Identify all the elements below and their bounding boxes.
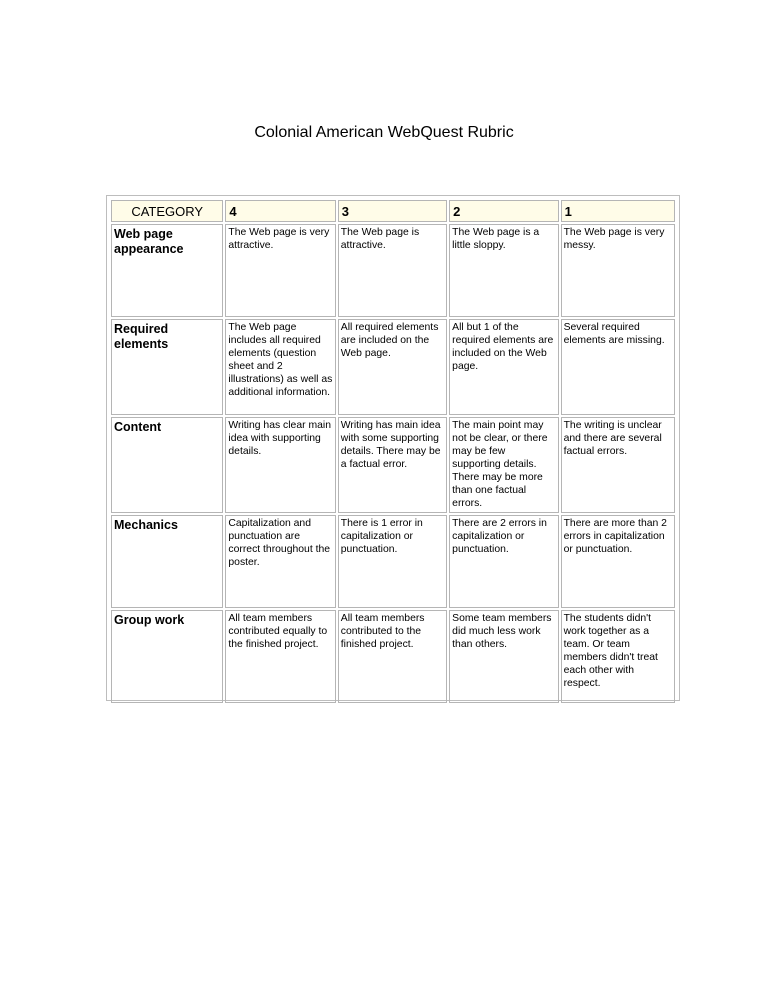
- rubric-header-row: [111, 200, 675, 222]
- rubric-row-web-page-appearance: [111, 224, 675, 317]
- criteria-cell-2: All but 1 of the required elements are included on the Web page.: [449, 319, 558, 415]
- criteria-cell-4: Writing has clear main idea with supporting details.: [225, 417, 335, 513]
- criteria-cell-2: The main point may not be clear, or there may be few supporting details. There may be more than one factual errors.: [449, 417, 558, 513]
- category-cell: Content: [111, 417, 223, 513]
- criteria-cell-2: Some team members did much less work than others.: [449, 610, 558, 703]
- criteria-cell-2: There are 2 errors in capitalization or punctuation.: [449, 515, 558, 608]
- category-cell: Required elements: [111, 319, 223, 415]
- category-cell: Group work: [111, 610, 223, 703]
- criteria-cell-1: The writing is unclear and there are several factual errors.: [561, 417, 675, 513]
- document-title: Colonial American WebQuest Rubric: [254, 124, 514, 141]
- header-score-3: 3: [338, 200, 447, 222]
- rubric-row-group-work: [111, 610, 675, 703]
- criteria-cell-4: All team members contributed equally to the finished project.: [225, 610, 335, 703]
- rubric-table-frame: [106, 195, 680, 701]
- header-score-2: 2: [449, 200, 558, 222]
- criteria-cell-4: The Web page includes all required elements (question sheet and 2 illustrations) as well as additional information.: [225, 319, 335, 415]
- criteria-cell-3: All team members contributed to the finished project.: [338, 610, 447, 703]
- criteria-cell-1: Several required elements are missing.: [561, 319, 675, 415]
- criteria-cell-1: There are more than 2 errors in capitalization or punctuation.: [561, 515, 675, 608]
- header-category: CATEGORY: [111, 200, 223, 222]
- category-cell: Mechanics: [111, 515, 223, 608]
- header-score-1: 1: [561, 200, 675, 222]
- criteria-cell-3: All required elements are included on the Web page.: [338, 319, 447, 415]
- criteria-cell-2: The Web page is a little sloppy.: [449, 224, 558, 317]
- rubric-row-required-elements: [111, 319, 675, 415]
- rubric-row-mechanics: [111, 515, 675, 608]
- header-score-4: 4: [225, 200, 335, 222]
- criteria-cell-3: Writing has main idea with some supporting details. There may be a factual error.: [338, 417, 447, 513]
- criteria-cell-1: The students didn't work together as a team. Or team members didn't treat each other with respect.: [561, 610, 675, 703]
- rubric-table: [109, 198, 677, 705]
- criteria-cell-3: The Web page is attractive.: [338, 224, 447, 317]
- criteria-cell-1: The Web page is very messy.: [561, 224, 675, 317]
- criteria-cell-4: Capitalization and punctuation are correct throughout the poster.: [225, 515, 335, 608]
- rubric-row-content: [111, 417, 675, 513]
- criteria-cell-4: The Web page is very attractive.: [225, 224, 335, 317]
- category-cell: Web page appearance: [111, 224, 223, 317]
- criteria-cell-3: There is 1 error in capitalization or punctuation.: [338, 515, 447, 608]
